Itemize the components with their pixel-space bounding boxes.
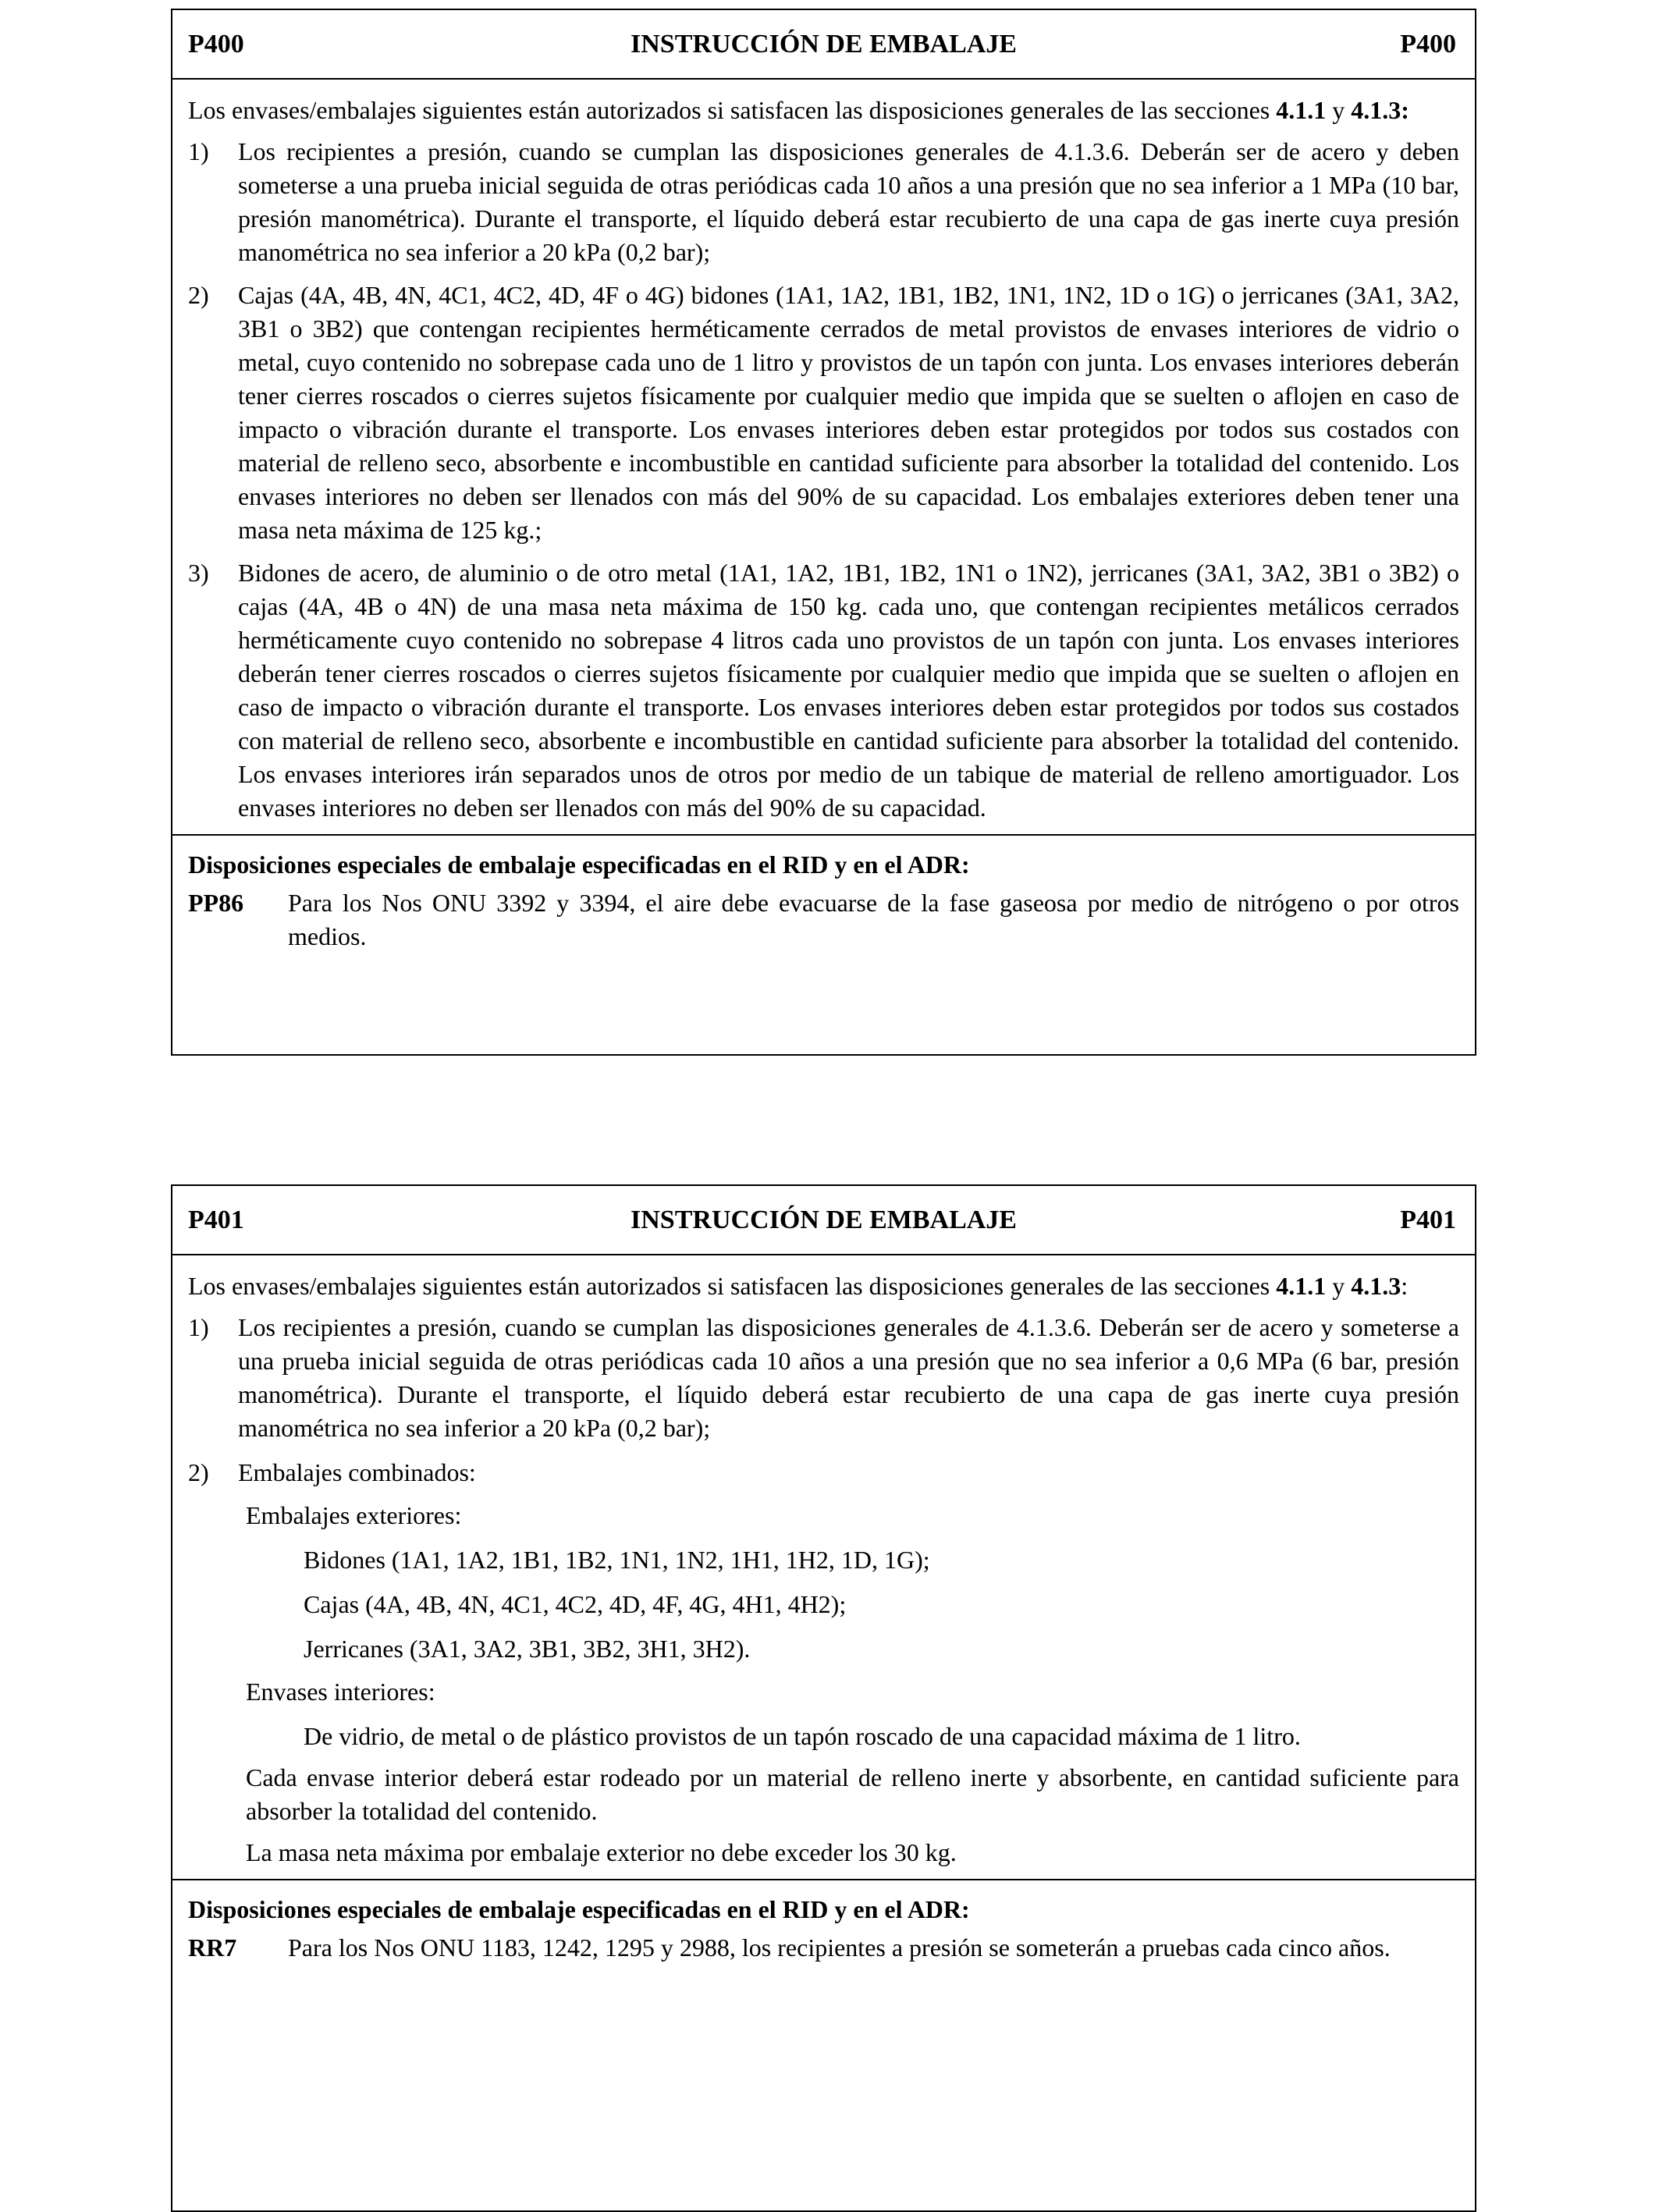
p400-item-number: 3): [188, 559, 209, 587]
p401-special-provisions: [172, 1879, 1475, 1965]
p400-item-text: Cajas (4A, 4B, 4N, 4C1, 4C2, 4D, 4F o 4G) bidones (1A1, 1A2, 1B1, 1B2, 1N1, 1N2, 1D o 1G) o jerricanes (3A1, 3A2, 3B1 o 3B2) que contengan recipientes herméticamente cerrados de metal provistos de envases interiores de vidrio o metal, cuyo contenido no sobrepase cada uno de 1 litro y provistos de un tapón con junta. Los envases interiores deberán tener cierres roscados o cierres sujetos físicamente por cualquier medio que impida que se suelten o aflojen en caso de impacto o vibración durante el transporte. Los envases interiores deben estar protegidos por todos sus costados con material de relleno seco, absorbente e incombustible en cantidad suficiente para absorber la totalidad del contenido. Los envases interiores no deben ser llenados con más del 90% de su capacidad. Los embalajes exteriores deben tener una masa neta máxima de 125 kg.;: [238, 281, 1459, 544]
p400-intro: [188, 94, 1459, 127]
p400-special-heading: Disposiciones especiales de embalaje especificadas en el RID y en el ADR:: [188, 850, 970, 879]
p400-intro-ref1: 4.1.1: [1276, 96, 1327, 124]
p401-intro-ref2: 4.1.3: [1351, 1272, 1401, 1300]
p400-provision-pp86: [188, 886, 1459, 953]
p400-item-3: [188, 556, 1459, 825]
p401-intro-text: Los envases/embalajes siguientes están autorizados si satisfacen las disposiciones generales de las secciones: [188, 1272, 1270, 1300]
p401-paragraph-cushioning: Cada envase interior deberá estar rodeado por un material de relleno inerte y absorbente, en cantidad suficiente para absorber la totalidad del contenido.: [246, 1763, 1459, 1825]
p401-header: [172, 1186, 1475, 1255]
p401-provision-text: Para los Nos ONU 1183, 1242, 1295 y 2988, los recipientes a presión se someterán a pruebas cada cinco años.: [288, 1933, 1391, 1962]
p401-outer-label: Embalajes exteriores:: [246, 1501, 462, 1529]
p400-intro-and: y: [1332, 96, 1345, 124]
p401-item-number: 2): [188, 1458, 209, 1486]
p400-code-right: P400: [1400, 30, 1456, 59]
p400-header: [172, 10, 1475, 80]
p400-item-text: Los recipientes a presión, cuando se cumplan las disposiciones generales de 4.1.3.6. Deberán ser de acero y deben someterse a una prueba inicial seguida de otras periódicas cada 10 años a una presión que no sea inferior a 1 MPa (10 bar, presión manométrica). Durante el transporte, el líquido deberá estar recubierto de una capa de gas inerte cuya presión manométrica no sea inferior a 20 kPa (0,2 bar);: [238, 137, 1459, 266]
p400-code-left: P400: [188, 30, 244, 59]
p401-inner-label: Envases interiores:: [246, 1678, 435, 1706]
p401-code-left: P401: [188, 1205, 244, 1234]
p400-intro-text: Los envases/embalajes siguientes están autorizados si satisfacen las disposiciones generales de las secciones: [188, 96, 1270, 124]
p401-intro-colon: :: [1401, 1272, 1409, 1300]
p400-provision-code: PP86: [188, 889, 244, 917]
p401-special-heading: Disposiciones especiales de embalaje especificadas en el RID y en el ADR:: [188, 1895, 970, 1923]
p401-outer-item-boxes: Cajas (4A, 4B, 4N, 4C1, 4C2, 4D, 4F, 4G, 4H1, 4H2);: [304, 1590, 847, 1618]
p401-outer-item-drums: Bidones (1A1, 1A2, 1B1, 1B2, 1N1, 1N2, 1H1, 1H2, 1D, 1G);: [304, 1546, 930, 1574]
p400-item-2: [188, 279, 1459, 547]
p401-outer-item-jerricans: Jerricanes (3A1, 3A2, 3B1, 3B2, 3H1, 3H2).: [304, 1635, 751, 1663]
p400-item-number: 1): [188, 137, 209, 165]
p401-item-text: Embalajes combinados:: [238, 1458, 476, 1486]
p401-intro: [188, 1269, 1459, 1303]
p401-provision-code: RR7: [188, 1933, 237, 1962]
p401-provision-rr7: [188, 1931, 1459, 1965]
p401-inner-item: De vidrio, de metal o de plástico provistos de un tapón roscado de una capacidad máxima de 1 litro.: [304, 1722, 1301, 1750]
p400-title: INSTRUCCIÓN DE EMBALAJE: [631, 30, 1017, 59]
p401-item-number: 1): [188, 1313, 209, 1341]
p401-item-2: [188, 1456, 1459, 1489]
packing-instruction-p401: [171, 1184, 1476, 2212]
p401-item-1: [188, 1311, 1459, 1445]
p401-title: INSTRUCCIÓN DE EMBALAJE: [631, 1205, 1017, 1234]
p400-item-number: 2): [188, 281, 209, 309]
p400-item-1: [188, 135, 1459, 269]
p400-item-text: Bidones de acero, de aluminio o de otro metal (1A1, 1A2, 1B1, 1B2, 1N1 o 1N2), jerricanes (3A1, 3A2, 3B1 o 3B2) o cajas (4A, 4B o 4N) de una masa neta máxima de 150 kg. cada uno, que contengan recipientes metálicos cerrados herméticamente cuyo contenido no sobrepase 4 litros cada uno provistos de un tapón con junta. Los envases interiores deberán tener cierres roscados o cierres sujetos físicamente por cualquier medio que impida que se suelten o aflojen en caso de impacto o vibración durante el transporte. Los envases interiores deben estar protegidos por todos sus costados con material de relleno seco, absorbente e incombustible en cantidad suficiente para absorber la totalidad del contenido. Los envases interiores irán separados unos de otros por medio de un tabique de material de relleno amortiguador. Los envases interiores no deben ser llenados con más del 90% de su capacidad.: [238, 559, 1459, 822]
p400-body: [172, 80, 1475, 825]
p401-code-right: P401: [1400, 1205, 1456, 1234]
p401-intro-and: y: [1332, 1272, 1345, 1300]
p401-item-text: Los recipientes a presión, cuando se cumplan las disposiciones generales de 4.1.3.6. Deberán ser de acero y someterse a una prueba inicial seguida de otras periódicas cada 10 años a una presión que no sea inferior a 0,6 MPa (6 bar, presión manométrica). Durante el transporte, el líquido deberá estar recubierto de una capa de gas inerte cuya presión manométrica no sea inferior a 20 kPa (0,2 bar);: [238, 1313, 1459, 1442]
p401-body: [172, 1255, 1475, 1869]
p400-special-provisions: [172, 834, 1475, 953]
p400-provision-text: Para los Nos ONU 3392 y 3394, el aire debe evacuarse de la fase gaseosa por medio de nitrógeno o por otros medios.: [288, 889, 1459, 950]
p401-intro-ref1: 4.1.1: [1276, 1272, 1327, 1300]
packing-instruction-p400: [171, 9, 1476, 1056]
p400-intro-ref2: 4.1.3:: [1351, 96, 1409, 124]
p401-paragraph-net-mass: La masa neta máxima por embalaje exterior no debe exceder los 30 kg.: [246, 1838, 957, 1866]
